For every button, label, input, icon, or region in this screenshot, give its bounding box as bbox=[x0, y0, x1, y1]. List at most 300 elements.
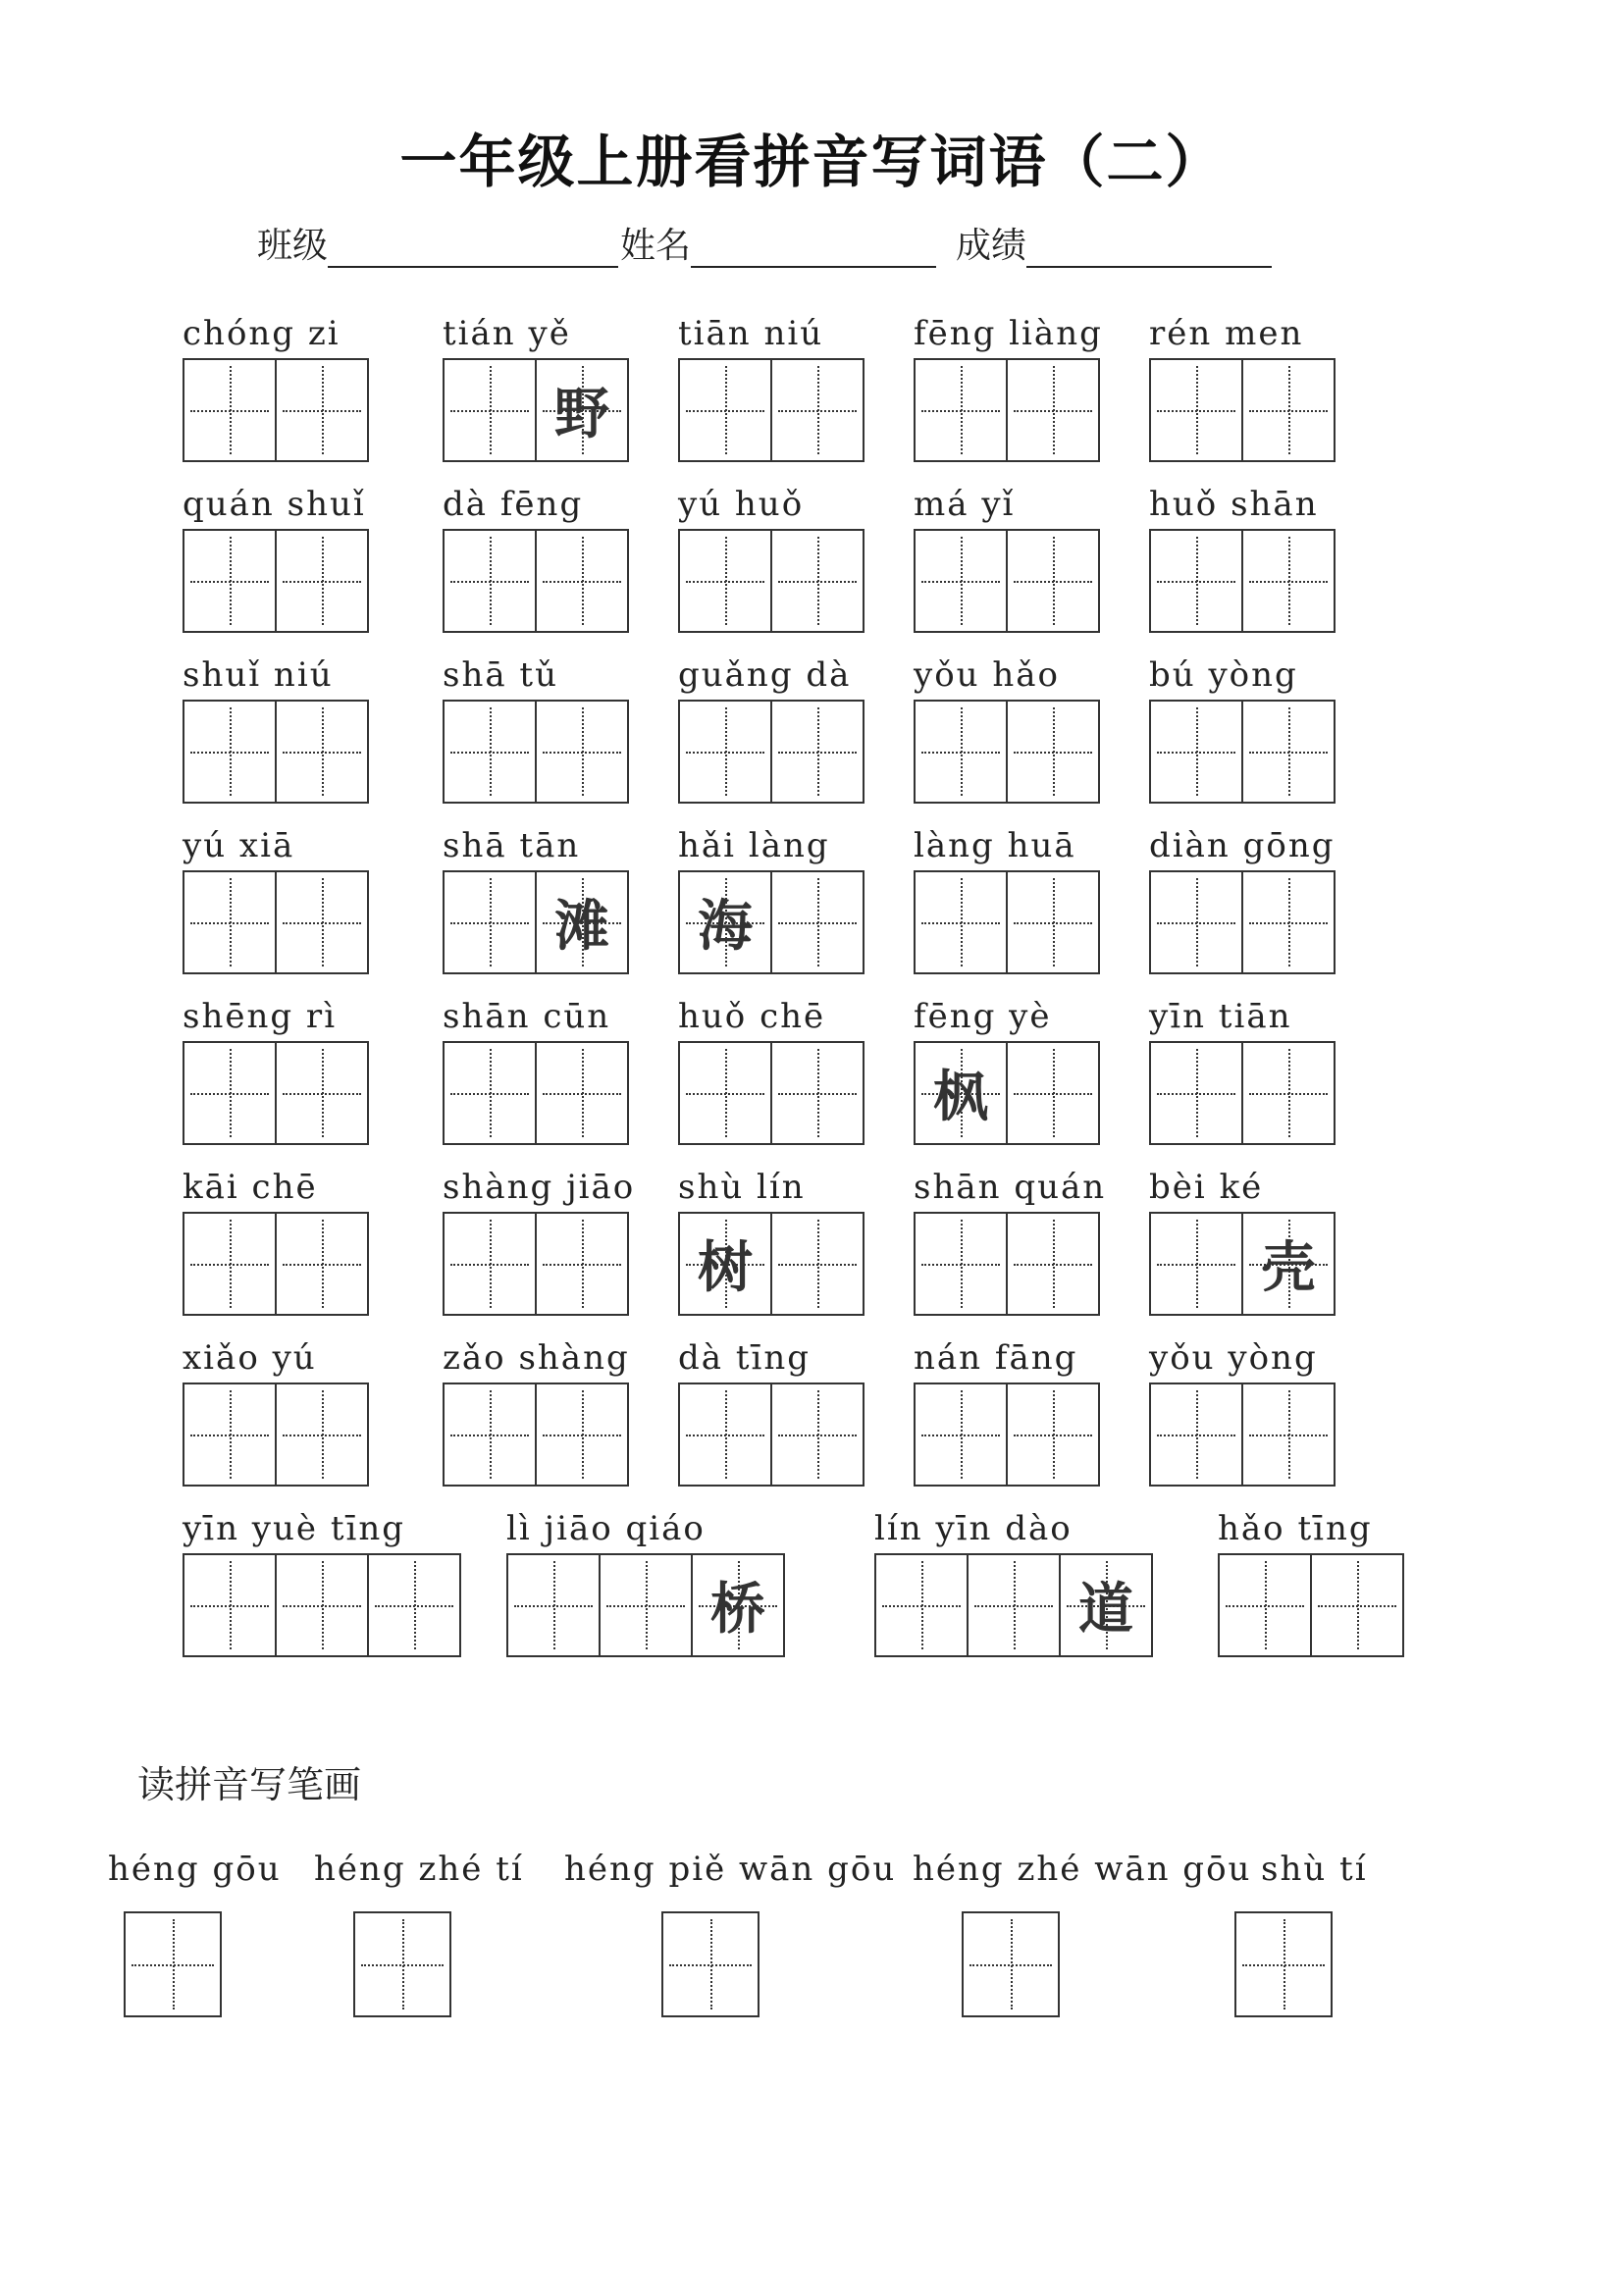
given-character: 野 bbox=[554, 383, 609, 446]
word-item bbox=[1218, 1504, 1404, 1657]
word-item bbox=[443, 480, 629, 633]
student-info bbox=[257, 218, 1274, 268]
stroke-item bbox=[1261, 1845, 1368, 1894]
given-character bbox=[1243, 360, 1334, 460]
writing-boxes bbox=[1149, 1041, 1336, 1145]
tianzige-cell[interactable] bbox=[506, 1553, 601, 1657]
tianzige-cell[interactable] bbox=[443, 529, 537, 633]
writing-boxes bbox=[914, 529, 1100, 633]
tianzige-cell[interactable] bbox=[367, 1553, 461, 1657]
given-character bbox=[601, 1555, 691, 1655]
tianzige-cell[interactable] bbox=[275, 1383, 369, 1487]
tianzige-cell[interactable] bbox=[1149, 870, 1243, 974]
tianzige-cell[interactable] bbox=[1006, 358, 1100, 462]
pinyin-label: guǎng dà bbox=[678, 655, 852, 695]
word-item bbox=[1149, 992, 1336, 1145]
writing-boxes bbox=[678, 700, 864, 804]
tianzige-cell[interactable] bbox=[914, 1383, 1008, 1487]
writing-boxes bbox=[183, 358, 369, 462]
given-character bbox=[772, 1214, 863, 1314]
given-character bbox=[537, 531, 627, 631]
writing-boxes bbox=[183, 700, 369, 804]
word-item bbox=[678, 1333, 864, 1487]
tianzige-cell[interactable] bbox=[1310, 1553, 1404, 1657]
given-character bbox=[1243, 1384, 1334, 1485]
tianzige-cell[interactable] bbox=[770, 700, 864, 804]
pinyin-label: tiān niú bbox=[678, 314, 824, 353]
word-item bbox=[914, 651, 1100, 804]
word-row bbox=[183, 480, 1458, 651]
tianzige-cell[interactable] bbox=[443, 358, 537, 462]
given-character bbox=[1151, 1214, 1241, 1314]
given-character bbox=[772, 702, 863, 802]
tianzige-cell[interactable] bbox=[691, 1553, 785, 1657]
writing-boxes bbox=[874, 1553, 1153, 1657]
writing-boxes bbox=[914, 1383, 1100, 1487]
given-character bbox=[277, 531, 367, 631]
word-item bbox=[1149, 1333, 1336, 1487]
tianzige-cell[interactable] bbox=[678, 700, 772, 804]
tianzige-cell[interactable] bbox=[678, 1212, 772, 1316]
word-item bbox=[443, 992, 629, 1145]
tianzige-cell[interactable] bbox=[1059, 1553, 1153, 1657]
given-character bbox=[916, 1384, 1006, 1485]
tianzige-cell[interactable] bbox=[1241, 700, 1336, 804]
given-character bbox=[277, 702, 367, 802]
given-character bbox=[916, 872, 1006, 972]
given-character bbox=[1312, 1555, 1402, 1655]
tianzige-cell[interactable] bbox=[443, 1383, 537, 1487]
given-character bbox=[1151, 872, 1241, 972]
pinyin-label: shàng jiāo bbox=[443, 1168, 636, 1207]
word-item bbox=[183, 309, 369, 462]
tianzige-cell[interactable] bbox=[183, 1212, 277, 1316]
writing-boxes bbox=[678, 1383, 864, 1487]
given-character bbox=[1008, 1043, 1098, 1143]
tianzige-cell[interactable] bbox=[183, 1383, 277, 1487]
given-character bbox=[1151, 702, 1241, 802]
tianzige-cell[interactable] bbox=[183, 529, 277, 633]
given-character: 树 bbox=[698, 1236, 753, 1300]
word-item bbox=[678, 992, 864, 1145]
given-character bbox=[772, 1043, 863, 1143]
given-character bbox=[680, 1384, 770, 1485]
word-item bbox=[443, 309, 629, 462]
writing-boxes bbox=[183, 870, 369, 974]
given-character bbox=[445, 360, 535, 460]
tianzige-cell[interactable] bbox=[914, 700, 1008, 804]
tianzige-cell[interactable] bbox=[443, 870, 537, 974]
writing-boxes bbox=[443, 1383, 630, 1487]
word-item bbox=[914, 992, 1100, 1145]
word-item bbox=[1149, 821, 1336, 974]
word-item bbox=[874, 1504, 1153, 1657]
tianzige-cell[interactable] bbox=[535, 700, 629, 804]
given-character: 道 bbox=[1078, 1578, 1133, 1642]
stroke-item bbox=[913, 1845, 1251, 1894]
writing-boxes bbox=[914, 358, 1103, 462]
tianzige-cell[interactable] bbox=[535, 1212, 629, 1316]
tianzige-cell[interactable] bbox=[443, 1212, 537, 1316]
given-character bbox=[1008, 702, 1098, 802]
given-character bbox=[184, 872, 275, 972]
word-row bbox=[183, 821, 1458, 992]
word-item bbox=[1149, 651, 1336, 804]
given-character bbox=[184, 1384, 275, 1485]
word-item bbox=[183, 651, 369, 804]
tianzige-cell[interactable] bbox=[1149, 358, 1243, 462]
given-character bbox=[277, 1555, 367, 1655]
given-character bbox=[772, 360, 863, 460]
tianzige-cell[interactable] bbox=[275, 1553, 369, 1657]
given-character bbox=[277, 1214, 367, 1314]
tianzige-cell[interactable] bbox=[1241, 1212, 1336, 1316]
tianzige-cell[interactable] bbox=[770, 1212, 864, 1316]
writing-boxes bbox=[183, 1041, 369, 1145]
word-item bbox=[443, 1333, 630, 1487]
pinyin-label: yǒu hǎo bbox=[914, 655, 1061, 695]
given-character bbox=[876, 1555, 967, 1655]
given-character bbox=[277, 872, 367, 972]
writing-boxes bbox=[183, 529, 369, 633]
pinyin-label: shā tān bbox=[443, 826, 581, 865]
stroke-pinyin-label: shù tí bbox=[1261, 1850, 1368, 1889]
writing-boxes bbox=[1149, 1212, 1336, 1316]
given-character bbox=[680, 702, 770, 802]
writing-boxes bbox=[443, 1212, 635, 1316]
writing-boxes bbox=[1149, 529, 1336, 633]
word-item bbox=[183, 1163, 369, 1316]
word-item bbox=[914, 1333, 1100, 1487]
given-character bbox=[277, 1384, 367, 1485]
given-character bbox=[969, 1555, 1059, 1655]
given-character bbox=[1151, 360, 1241, 460]
tianzige-cell[interactable] bbox=[1218, 1553, 1312, 1657]
pinyin-label: diàn gōng bbox=[1149, 826, 1336, 865]
tianzige-cell[interactable] bbox=[1006, 870, 1100, 974]
writing-boxes bbox=[914, 1041, 1100, 1145]
word-row bbox=[183, 992, 1458, 1163]
given-character bbox=[277, 1043, 367, 1143]
tianzige-cell[interactable] bbox=[599, 1553, 693, 1657]
writing-boxes bbox=[443, 870, 629, 974]
tianzige-cell[interactable] bbox=[1149, 1041, 1243, 1145]
writing-boxes bbox=[678, 1212, 864, 1316]
pinyin-label: quán shuǐ bbox=[183, 485, 366, 524]
tianzige-cell[interactable] bbox=[1006, 1383, 1100, 1487]
tianzige-cell[interactable] bbox=[914, 1212, 1008, 1316]
pinyin-label: lín yīn dào bbox=[874, 1509, 1073, 1548]
tianzige-cell[interactable] bbox=[678, 529, 772, 633]
pinyin-label: chóng zi bbox=[183, 314, 341, 353]
given-character: 枫 bbox=[933, 1066, 988, 1129]
score-label: 成绩 bbox=[956, 226, 1027, 266]
writing-boxes bbox=[443, 529, 629, 633]
tianzige-cell[interactable] bbox=[914, 1041, 1008, 1145]
tianzige-cell[interactable] bbox=[967, 1553, 1061, 1657]
stroke-item bbox=[108, 1845, 282, 1894]
stroke-pinyin-label: héng zhé wān gōu bbox=[913, 1850, 1252, 1889]
class-label: 班级 bbox=[257, 226, 329, 266]
pinyin-label: shān quán bbox=[914, 1168, 1107, 1207]
writing-boxes bbox=[1149, 870, 1336, 974]
word-item bbox=[183, 480, 369, 633]
tianzige-cell[interactable] bbox=[1149, 1383, 1243, 1487]
tianzige-cell[interactable] bbox=[1006, 1041, 1100, 1145]
given-character bbox=[184, 1555, 275, 1655]
given-character bbox=[916, 360, 1006, 460]
pinyin-label: nán fāng bbox=[914, 1338, 1078, 1378]
word-item bbox=[678, 651, 864, 804]
tianzige-cell[interactable] bbox=[770, 1041, 864, 1145]
word-row bbox=[183, 309, 1458, 480]
score-field[interactable] bbox=[1026, 231, 1272, 268]
tianzige-cell[interactable] bbox=[678, 870, 772, 974]
tianzige-cell[interactable] bbox=[770, 870, 864, 974]
given-character bbox=[537, 702, 627, 802]
given-character bbox=[772, 1384, 863, 1485]
word-item bbox=[1149, 309, 1336, 462]
writing-boxes bbox=[1149, 700, 1336, 804]
writing-boxes bbox=[914, 870, 1100, 974]
given-character bbox=[445, 1384, 535, 1485]
given-character bbox=[1243, 531, 1334, 631]
tianzige-cell[interactable] bbox=[535, 1041, 629, 1145]
word-item bbox=[183, 1333, 369, 1487]
given-character bbox=[445, 872, 535, 972]
given-character bbox=[184, 702, 275, 802]
writing-boxes bbox=[678, 1041, 864, 1145]
tianzige-cell[interactable] bbox=[275, 1041, 369, 1145]
pinyin-label: shuǐ niú bbox=[183, 655, 334, 695]
given-character bbox=[772, 531, 863, 631]
stroke-writing-cell[interactable] bbox=[962, 1911, 1060, 2017]
pinyin-label: hǎi làng bbox=[678, 826, 830, 865]
word-item bbox=[1149, 480, 1336, 633]
pinyin-label: yīn yuè tīng bbox=[183, 1509, 406, 1548]
pinyin-label: má yǐ bbox=[914, 485, 1016, 524]
given-character bbox=[916, 1214, 1006, 1314]
tianzige-cell[interactable] bbox=[678, 1041, 772, 1145]
given-character bbox=[1220, 1555, 1310, 1655]
tianzige-cell[interactable] bbox=[443, 1041, 537, 1145]
stroke-item bbox=[314, 1845, 524, 1894]
stroke-pinyin-label: héng gōu bbox=[108, 1850, 282, 1889]
word-row bbox=[183, 1163, 1458, 1333]
word-item bbox=[678, 309, 864, 462]
pinyin-label: yǒu yòng bbox=[1149, 1338, 1318, 1378]
writing-boxes bbox=[914, 1212, 1106, 1316]
pinyin-label: fēng liàng bbox=[914, 314, 1103, 353]
tianzige-cell[interactable] bbox=[770, 358, 864, 462]
stroke-pinyin-label: héng zhé tí bbox=[314, 1850, 524, 1889]
tianzige-cell[interactable] bbox=[914, 529, 1008, 633]
pinyin-label: rén men bbox=[1149, 314, 1304, 353]
writing-boxes bbox=[183, 1383, 369, 1487]
given-character bbox=[1151, 1043, 1241, 1143]
tianzige-cell[interactable] bbox=[1006, 700, 1100, 804]
tianzige-cell[interactable] bbox=[275, 358, 369, 462]
given-character: 滩 bbox=[554, 895, 609, 959]
pinyin-label: fēng yè bbox=[914, 997, 1052, 1036]
given-character bbox=[1008, 531, 1098, 631]
pinyin-label: shù lín bbox=[678, 1168, 806, 1207]
tianzige-cell[interactable] bbox=[183, 1041, 277, 1145]
tianzige-cell[interactable] bbox=[1241, 358, 1336, 462]
given-character bbox=[184, 1214, 275, 1314]
word-item bbox=[506, 1504, 785, 1657]
tianzige-cell[interactable] bbox=[1241, 1383, 1336, 1487]
name-field[interactable] bbox=[691, 231, 936, 268]
tianzige-cell[interactable] bbox=[183, 358, 277, 462]
given-character bbox=[680, 360, 770, 460]
writing-boxes bbox=[1218, 1553, 1404, 1657]
pinyin-label: bèi ké bbox=[1149, 1168, 1264, 1207]
tianzige-cell[interactable] bbox=[1149, 700, 1243, 804]
given-character bbox=[1008, 1384, 1098, 1485]
tianzige-cell[interactable] bbox=[770, 529, 864, 633]
word-row bbox=[183, 1504, 1458, 1675]
word-item bbox=[1149, 1163, 1336, 1316]
word-item bbox=[678, 821, 864, 974]
word-item bbox=[914, 821, 1100, 974]
word-item bbox=[443, 651, 629, 804]
given-character bbox=[445, 531, 535, 631]
tianzige-cell[interactable] bbox=[678, 358, 772, 462]
given-character bbox=[1243, 702, 1334, 802]
stroke-item bbox=[564, 1845, 896, 1894]
given-character bbox=[369, 1555, 459, 1655]
writing-boxes bbox=[678, 358, 864, 462]
stroke-writing-cell[interactable] bbox=[1234, 1911, 1333, 2017]
given-character bbox=[772, 872, 863, 972]
writing-boxes bbox=[443, 1041, 629, 1145]
given-character bbox=[537, 1043, 627, 1143]
pinyin-label: làng huā bbox=[914, 826, 1076, 865]
word-item bbox=[443, 821, 629, 974]
tianzige-cell[interactable] bbox=[275, 870, 369, 974]
given-character: 壳 bbox=[1261, 1236, 1316, 1300]
given-character bbox=[445, 1214, 535, 1314]
writing-boxes bbox=[183, 1212, 369, 1316]
class-field[interactable] bbox=[328, 231, 618, 268]
stroke-writing-cell[interactable] bbox=[353, 1911, 451, 2017]
given-character bbox=[508, 1555, 599, 1655]
writing-boxes bbox=[678, 870, 864, 974]
word-item bbox=[914, 480, 1100, 633]
given-character bbox=[1243, 1043, 1334, 1143]
tianzige-cell[interactable] bbox=[1006, 1212, 1100, 1316]
word-item bbox=[183, 821, 369, 974]
pinyin-label: yú huǒ bbox=[678, 485, 805, 524]
pinyin-label: kāi chē bbox=[183, 1168, 318, 1207]
word-item bbox=[678, 480, 864, 633]
pinyin-label: shān cūn bbox=[443, 997, 611, 1036]
tianzige-cell[interactable] bbox=[770, 1383, 864, 1487]
stroke-grid bbox=[108, 1845, 1472, 2041]
given-character bbox=[445, 702, 535, 802]
tianzige-cell[interactable] bbox=[1006, 529, 1100, 633]
tianzige-cell[interactable] bbox=[183, 700, 277, 804]
word-item bbox=[914, 309, 1103, 462]
given-character bbox=[1008, 872, 1098, 972]
tianzige-cell[interactable] bbox=[443, 700, 537, 804]
writing-boxes bbox=[443, 700, 629, 804]
pinyin-label: yú xiā bbox=[183, 826, 295, 865]
tianzige-cell[interactable] bbox=[678, 1383, 772, 1487]
pinyin-label: xiǎo yú bbox=[183, 1338, 317, 1378]
name-label: 姓名 bbox=[620, 226, 692, 266]
tianzige-cell[interactable] bbox=[183, 870, 277, 974]
writing-boxes bbox=[506, 1553, 785, 1657]
tianzige-cell[interactable] bbox=[183, 1553, 277, 1657]
pinyin-label: bú yòng bbox=[1149, 655, 1298, 695]
tianzige-cell[interactable] bbox=[1149, 1212, 1243, 1316]
writing-boxes bbox=[1149, 358, 1336, 462]
tianzige-cell[interactable] bbox=[275, 1212, 369, 1316]
pinyin-label: hǎo tīng bbox=[1218, 1509, 1373, 1548]
stroke-writing-cell[interactable] bbox=[124, 1911, 222, 2017]
word-row bbox=[183, 1333, 1458, 1504]
given-character bbox=[184, 531, 275, 631]
given-character bbox=[1151, 1384, 1241, 1485]
word-grid bbox=[183, 309, 1458, 1675]
given-character bbox=[1008, 360, 1098, 460]
tianzige-cell[interactable] bbox=[1241, 1041, 1336, 1145]
tianzige-cell[interactable] bbox=[275, 700, 369, 804]
pinyin-label: tián yě bbox=[443, 314, 571, 353]
given-character bbox=[680, 1043, 770, 1143]
tianzige-cell[interactable] bbox=[535, 1383, 629, 1487]
pinyin-label: huǒ chē bbox=[678, 997, 826, 1036]
given-character bbox=[537, 1214, 627, 1314]
tianzige-cell[interactable] bbox=[535, 870, 629, 974]
given-character bbox=[277, 360, 367, 460]
pinyin-label: zǎo shàng bbox=[443, 1338, 630, 1378]
tianzige-cell[interactable] bbox=[535, 529, 629, 633]
strokes-section-title: 读拼音写笔画 bbox=[137, 1763, 362, 1806]
given-character: 海 bbox=[698, 895, 753, 959]
given-character bbox=[184, 360, 275, 460]
writing-boxes bbox=[183, 1553, 461, 1657]
writing-boxes bbox=[1149, 1383, 1336, 1487]
tianzige-cell[interactable] bbox=[1241, 529, 1336, 633]
tianzige-cell[interactable] bbox=[914, 358, 1008, 462]
given-character bbox=[445, 1043, 535, 1143]
writing-boxes bbox=[914, 700, 1100, 804]
given-character bbox=[916, 702, 1006, 802]
tianzige-cell[interactable] bbox=[1149, 529, 1243, 633]
tianzige-cell[interactable] bbox=[1241, 870, 1336, 974]
word-row bbox=[183, 651, 1458, 821]
word-item bbox=[183, 1504, 461, 1657]
pinyin-label: dà tīng bbox=[678, 1338, 812, 1378]
tianzige-cell[interactable] bbox=[535, 358, 629, 462]
page-title: 一年级上册看拼音写词语（二） bbox=[399, 129, 1225, 195]
pinyin-label: dà fēng bbox=[443, 485, 584, 524]
pinyin-label: huǒ shān bbox=[1149, 485, 1319, 524]
pinyin-label: lì jiāo qiáo bbox=[506, 1509, 706, 1548]
given-character bbox=[916, 531, 1006, 631]
given-character: 桥 bbox=[710, 1578, 765, 1642]
tianzige-cell[interactable] bbox=[874, 1553, 969, 1657]
tianzige-cell[interactable] bbox=[275, 529, 369, 633]
given-character bbox=[537, 1384, 627, 1485]
tianzige-cell[interactable] bbox=[914, 870, 1008, 974]
given-character bbox=[1008, 1214, 1098, 1314]
stroke-writing-cell[interactable] bbox=[661, 1911, 760, 2017]
word-item bbox=[443, 1163, 635, 1316]
